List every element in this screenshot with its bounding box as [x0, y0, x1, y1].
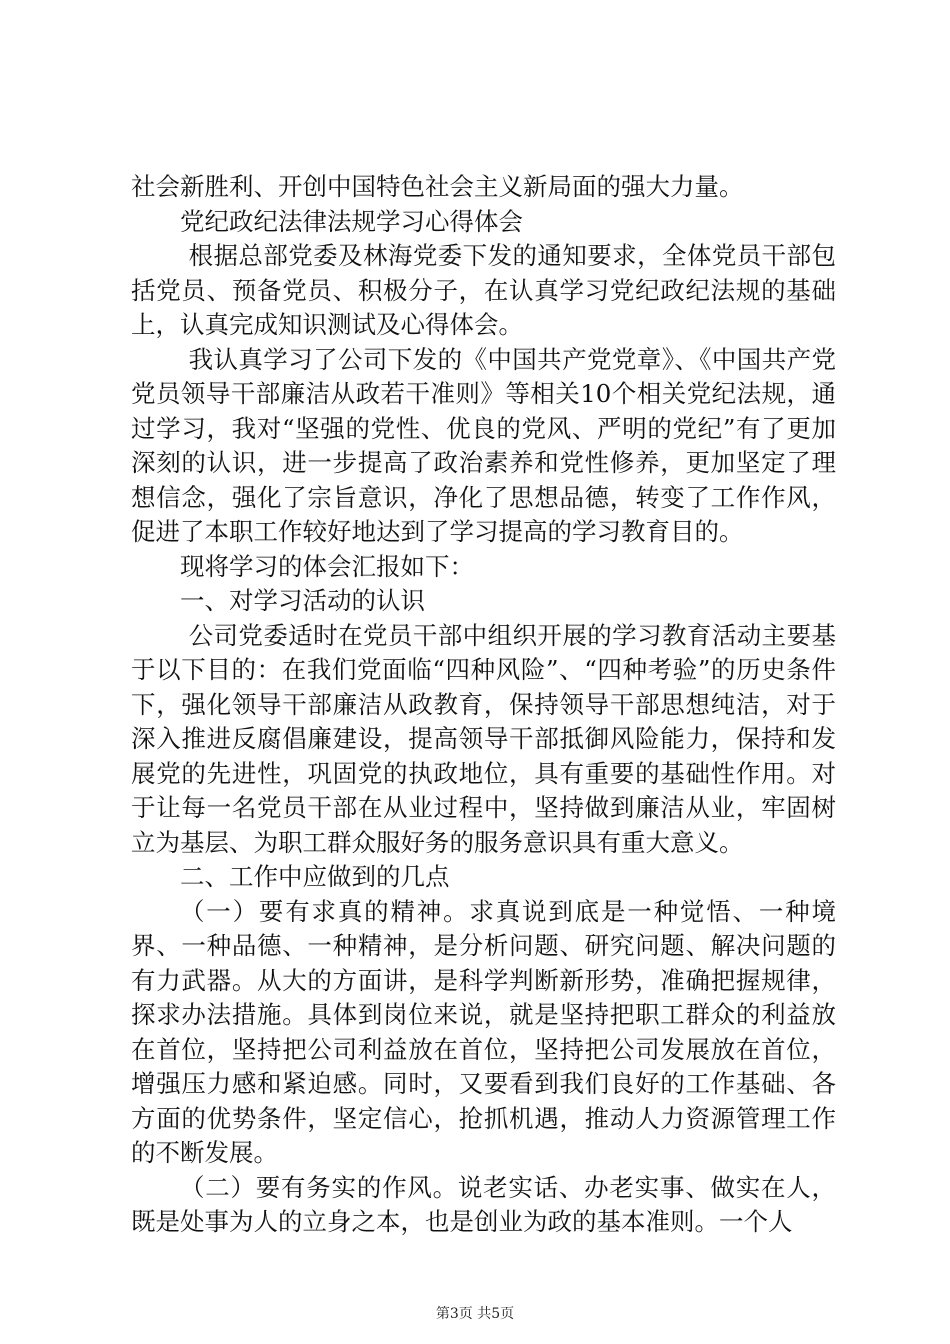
paragraph-intro: 根据总部党委及林海党委下发的通知要求，全体党员干部包括党员、预备党员、积极分子，在认真学习党纪政纪法规的基础上，认真完成知识测试及心得体会。	[131, 241, 836, 339]
paragraph-understanding: 公司党委适时在党员干部中组织开展的学习教育活动主要基于以下目的：在我们党面临“四种风险”、“四种考验”的历史条件下，强化领导干部廉洁从政教育，保持领导干部思想纯洁，对于深入推进反腐倡廉建设，提高领导干部抵御风险能力，保持和发展党的先进性，巩固党的执政地位，具有重要的基础性作用。对于让每一名党员干部在从业过程中，坚持做到廉洁从业，牢固树立为基层、为职工群众服好务的服务意识具有重大意义。	[131, 620, 836, 857]
heading-work-points: 二、工作中应做到的几点	[180, 862, 450, 891]
document-body	[131, 170, 836, 1240]
page-number-footer: 第3页 共5页	[435, 1306, 515, 1322]
heading-understanding: 一、对学习活动的认识	[180, 586, 425, 615]
paragraph-study: 我认真学习了公司下发的《中国共产党党章》、《中国共产党党员领导干部廉洁从政若干准则》等相关10个相关党纪法规，通过学习，我对“坚强的党性、优良的党风、严明的党纪”有了更加深刻的认识，进一步提高了政治素养和党性修养，更加坚定了理想信念，强化了宗旨意识，净化了思想品德，转变了工作作风，促进了本职工作较好地达到了学习提高的学习教育目的。	[131, 344, 836, 546]
paragraph-continuation: 社会新胜利、开创中国特色社会主义新局面的强大力量。	[131, 172, 744, 201]
paragraph-point-two: （二）要有务实的作风。说老实话、办老实事、做实在人，既是处事为人的立身之本，也是创业为政的基本准则。一个人	[131, 1172, 836, 1236]
paragraph-point-one: （一）要有求真的精神。求真说到底是一种觉悟、一种境界、一种品德、一种精神，是分析问题、研究问题、解决问题的有力武器。从大的方面讲，是科学判断新形势，准确把握规律，探求办法措施。具体到岗位来说，就是坚持把职工群众的利益放在首位，坚持把公司利益放在首位，坚持把公司发展放在首位，增强压力感和紧迫感。同时，又要看到我们良好的工作基础、各方面的优势条件，坚定信心，抢抓机遇，推动人力资源管理工作的不断发展。	[131, 896, 836, 1167]
paragraph-report-lead: 现将学习的体会汇报如下：	[180, 551, 474, 581]
section-title: 党纪政纪法律法规学习心得体会	[180, 206, 523, 236]
